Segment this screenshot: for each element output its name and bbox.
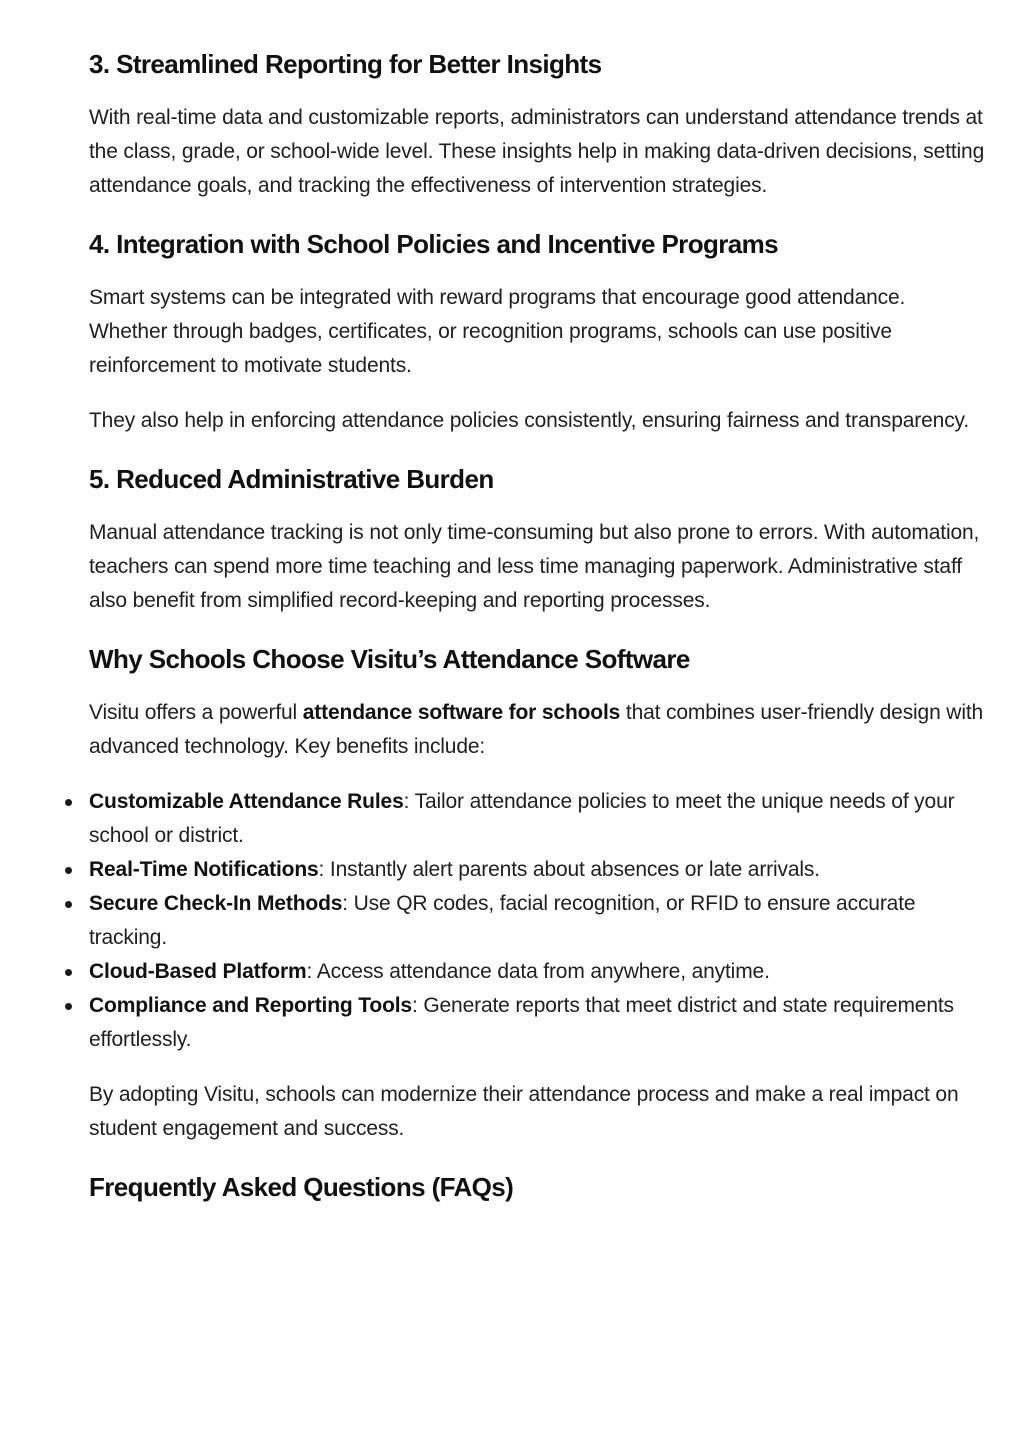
list-item <box>89 853 989 887</box>
list-item <box>89 785 989 853</box>
why-intro-paragraph <box>89 696 989 764</box>
section-streamlined-reporting <box>89 44 989 203</box>
section-paragraph: Smart systems can be integrated with reward programs that encourage good attendance. Whether through badges, certificates, or recognition programs, schools can use positive reinforcement to motivate students. <box>89 286 906 377</box>
benefit-title: Cloud-Based Platform <box>89 960 307 983</box>
intro-text: that combines user-friendly design with advanced technology. Key benefits include: <box>89 701 984 758</box>
bullet-icon <box>65 799 72 806</box>
benefit-text: : Access attendance data from anywhere, anytime. <box>306 960 770 983</box>
section-heading: Why Schools Choose Visitu’s Attendance Software <box>89 644 690 674</box>
list-item <box>89 989 989 1057</box>
intro-keyword: attendance software for schools <box>302 701 621 724</box>
benefit-text: : Generate reports that meet district and state requirements effortlessly. <box>89 994 954 1051</box>
benefits-list <box>89 785 989 1057</box>
section-integration <box>89 224 989 438</box>
list-item <box>89 887 989 955</box>
section-paragraph: With real-time data and customizable reports, administrators can understand attendance trends at the class, grade, or school-wide level. These insights help in making data-driven decisions, setting attendance goals, and tracking the effectiveness of intervention strategies. <box>89 106 985 197</box>
bullet-icon <box>65 1003 72 1010</box>
section-paragraph: Manual attendance tracking is not only time-consuming but also prone to errors. With automation, teachers can spend more time teaching and less time managing paperwork. Administrative staff also benefit from simplified record-keeping and reporting processes. <box>89 521 980 612</box>
bullet-icon <box>65 867 72 874</box>
section-reduced-burden <box>89 459 989 618</box>
benefit-title: Secure Check-In Methods <box>89 892 343 915</box>
document-page <box>89 44 989 1224</box>
benefit-text: : Tailor attendance policies to meet the unique needs of your school or district. <box>89 790 955 847</box>
benefit-text: : Use QR codes, facial recognition, or RFID to ensure accurate tracking. <box>89 892 916 949</box>
benefit-title: Real-Time Notifications <box>89 858 319 881</box>
section-faq <box>89 1167 989 1207</box>
section-heading: 5. Reduced Administrative Burden <box>89 464 494 494</box>
intro-text: Visitu offers a powerful <box>89 701 303 724</box>
section-heading: 3. Streamlined Reporting for Better Insights <box>89 49 602 79</box>
section-heading: 4. Integration with School Policies and Incentive Programs <box>89 229 779 259</box>
bullet-icon <box>65 901 72 908</box>
benefit-title: Compliance and Reporting Tools <box>89 994 412 1017</box>
benefit-text: : Instantly alert parents about absences or late arrivals. <box>318 858 820 881</box>
section-paragraph: They also help in enforcing attendance policies consistently, ensuring fairness and transparency. <box>89 409 970 432</box>
section-heading: Frequently Asked Questions (FAQs) <box>89 1172 514 1202</box>
closing-paragraph: By adopting Visitu, schools can modernize their attendance process and make a real impact on student engagement and success. <box>89 1083 959 1140</box>
section-why-visitu <box>89 639 989 1146</box>
list-item <box>89 955 989 989</box>
bullet-icon <box>65 969 72 976</box>
benefit-title: Customizable Attendance Rules <box>89 790 404 813</box>
